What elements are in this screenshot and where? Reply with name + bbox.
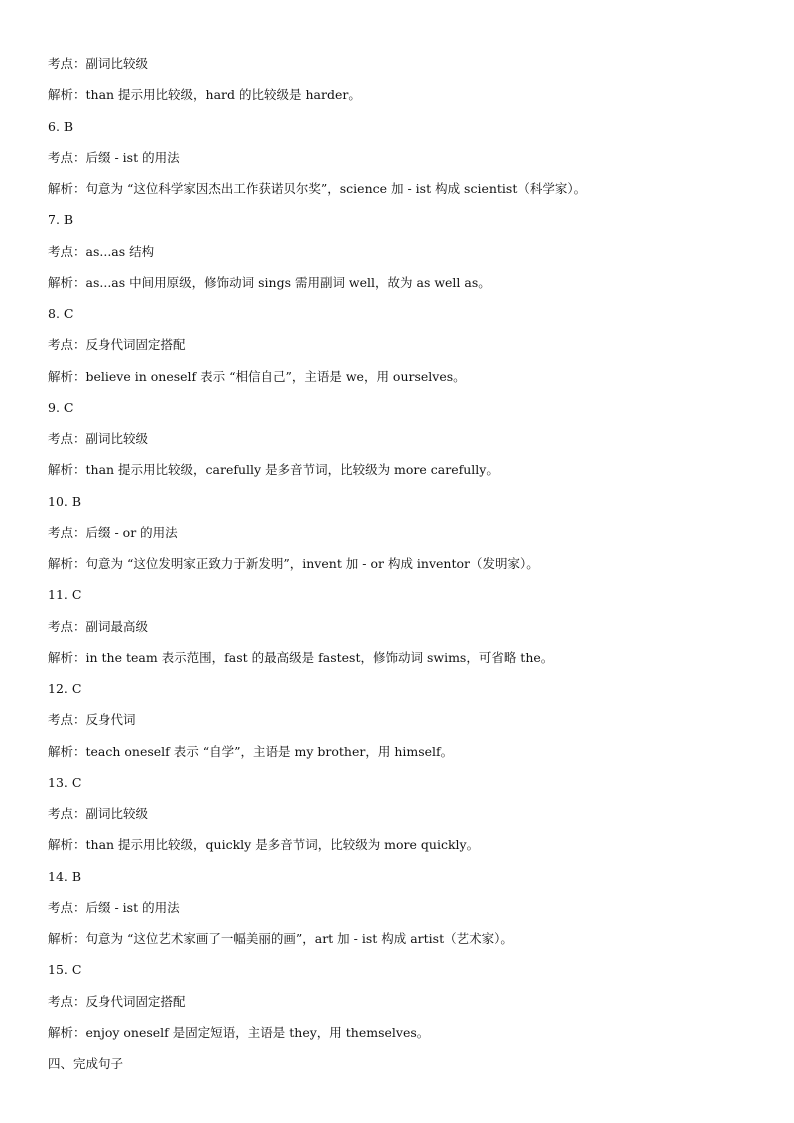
text-line: 考点：副词比较级 <box>48 56 149 71</box>
text-line: 12. C <box>48 681 82 696</box>
text-line: 9. C <box>48 399 74 415</box>
text-line: 解析：as...as 中间用原级，修饰动词 sings 需用副词 well，故为 as well as。 <box>48 274 491 290</box>
text-line: 解析：句意为 “这位科学家因杰出工作获诺贝尔奖”，science 加 - ist 构成 scientist（科学家）。 <box>48 181 587 196</box>
answer-analysis-page <box>48 54 758 1085</box>
text-line: 考点：副词最高级 <box>48 618 149 634</box>
text-line: 解析：than 提示用比较级，quickly 是多音节词，比较级为 more quickly。 <box>48 837 480 853</box>
text-line: 解析：believe in oneself 表示 “相信自己”，主语是 we，用 ourselves。 <box>48 368 466 384</box>
text-line: 13. C <box>48 774 82 790</box>
text-line: 10. B <box>48 493 82 509</box>
text-line: 考点：后缀 - ist 的用法 <box>48 149 180 165</box>
text-line: 考点：后缀 - ist 的用法 <box>48 899 180 915</box>
text-line: 考点：副词比较级 <box>48 431 149 446</box>
text-line: 考点：反身代词固定搭配 <box>48 993 186 1009</box>
text-line: 7. B <box>48 212 74 228</box>
text-line: 考点：后缀 - or 的用法 <box>48 524 178 540</box>
text-line: 14. B <box>48 868 82 884</box>
text-line: 考点：副词比较级 <box>48 806 149 821</box>
text-line: 考点：as...as 结构 <box>48 243 155 259</box>
text-line: 解析：teach oneself 表示 “自学”，主语是 my brother，用 himself。 <box>48 743 454 759</box>
text-line: 解析：than 提示用比较级，hard 的比较级是 harder。 <box>48 87 361 103</box>
text-line: 11. C <box>48 587 82 603</box>
section-heading: 四、完成句子 <box>48 1056 124 1071</box>
text-line: 解析：enjoy oneself 是固定短语，主语是 they，用 themselves。 <box>48 1024 430 1040</box>
text-line: 解析：than 提示用比较级，carefully 是多音节词，比较级为 more carefully。 <box>48 462 499 478</box>
text-line: 解析：in the team 表示范围，fast 的最高级是 fastest，修饰动词 swims，可省略 the。 <box>48 649 554 665</box>
text-line: 考点：反身代词固定搭配 <box>48 337 186 353</box>
text-line: 6. B <box>48 118 74 134</box>
text-line: 解析：句意为 “这位艺术家画了一幅美丽的画”，art 加 - ist 构成 artist（艺术家）。 <box>48 931 513 946</box>
text-line: 15. C <box>48 962 82 978</box>
text-line: 解析：句意为 “这位发明家正致力于新发明”，invent 加 - or 构成 inventor（发明家）。 <box>48 556 539 571</box>
text-line: 8. C <box>48 306 74 321</box>
text-line: 考点：反身代词 <box>48 712 136 728</box>
